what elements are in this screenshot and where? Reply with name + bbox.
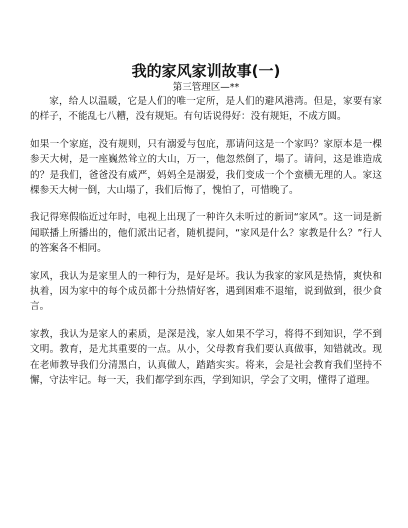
paragraph-3: 我记得寒假临近过年时，电视上出现了一种许久未听过的新词“家风”。这一词是新闻联播上所播出的，他们派出记者，随机提问，“家风是什么？家教是什么？”行人的答案各不相同。 (30, 212, 382, 255)
document-title: 我的家风家训故事(一) (131, 62, 281, 80)
paragraph-2: 如果一个家庭，没有规则，只有溺爱与包庇，那请问这是一个家吗？家原本是一棵参天大树，是一座巍然耸立的大山，万一，他忽然倒了，塌了。请问，这是谁造成的？是我们，爸爸没有威严，妈妈全是溺爱，我们变成一个个蛮横无理的人。家这棵参天大树一倒，大山塌了，我们后悔了，愧怕了，可惜晚了。 (30, 138, 382, 197)
paragraph-5: 家教，我认为是家人的素质，是深是浅，家人如果不学习，将得不到知识，学不到文明。教育，是尤其重要的一点。从小，父母教育我们要认真做事，知错就改。现在老师教导我们分清黑白，认真做人，踏踏实实。将来，会是社会教育我们坚持不懈，守法牢记。每一天，我们都学到东西，学到知识，学会了文明，懂得了道理。 (30, 328, 382, 387)
paragraph-1: 家，给人以温暖，它是人们的唯一定所，是人们的避风港湾。但是，家要有家的样子，不能乱七八糟，没有规矩。有句话说得好：没有规矩，不成方圆。 (30, 96, 382, 123)
paragraph-4: 家风，我认为是家里人的一种行为，是好是坏。我认为我家的家风是热情，爽快和执着，因为家中的每个成员都十分热情好客，遇到困难不退缩，说到做到，很少食言。 (30, 270, 382, 313)
document-subtitle: 第三管理区—** (172, 82, 240, 93)
